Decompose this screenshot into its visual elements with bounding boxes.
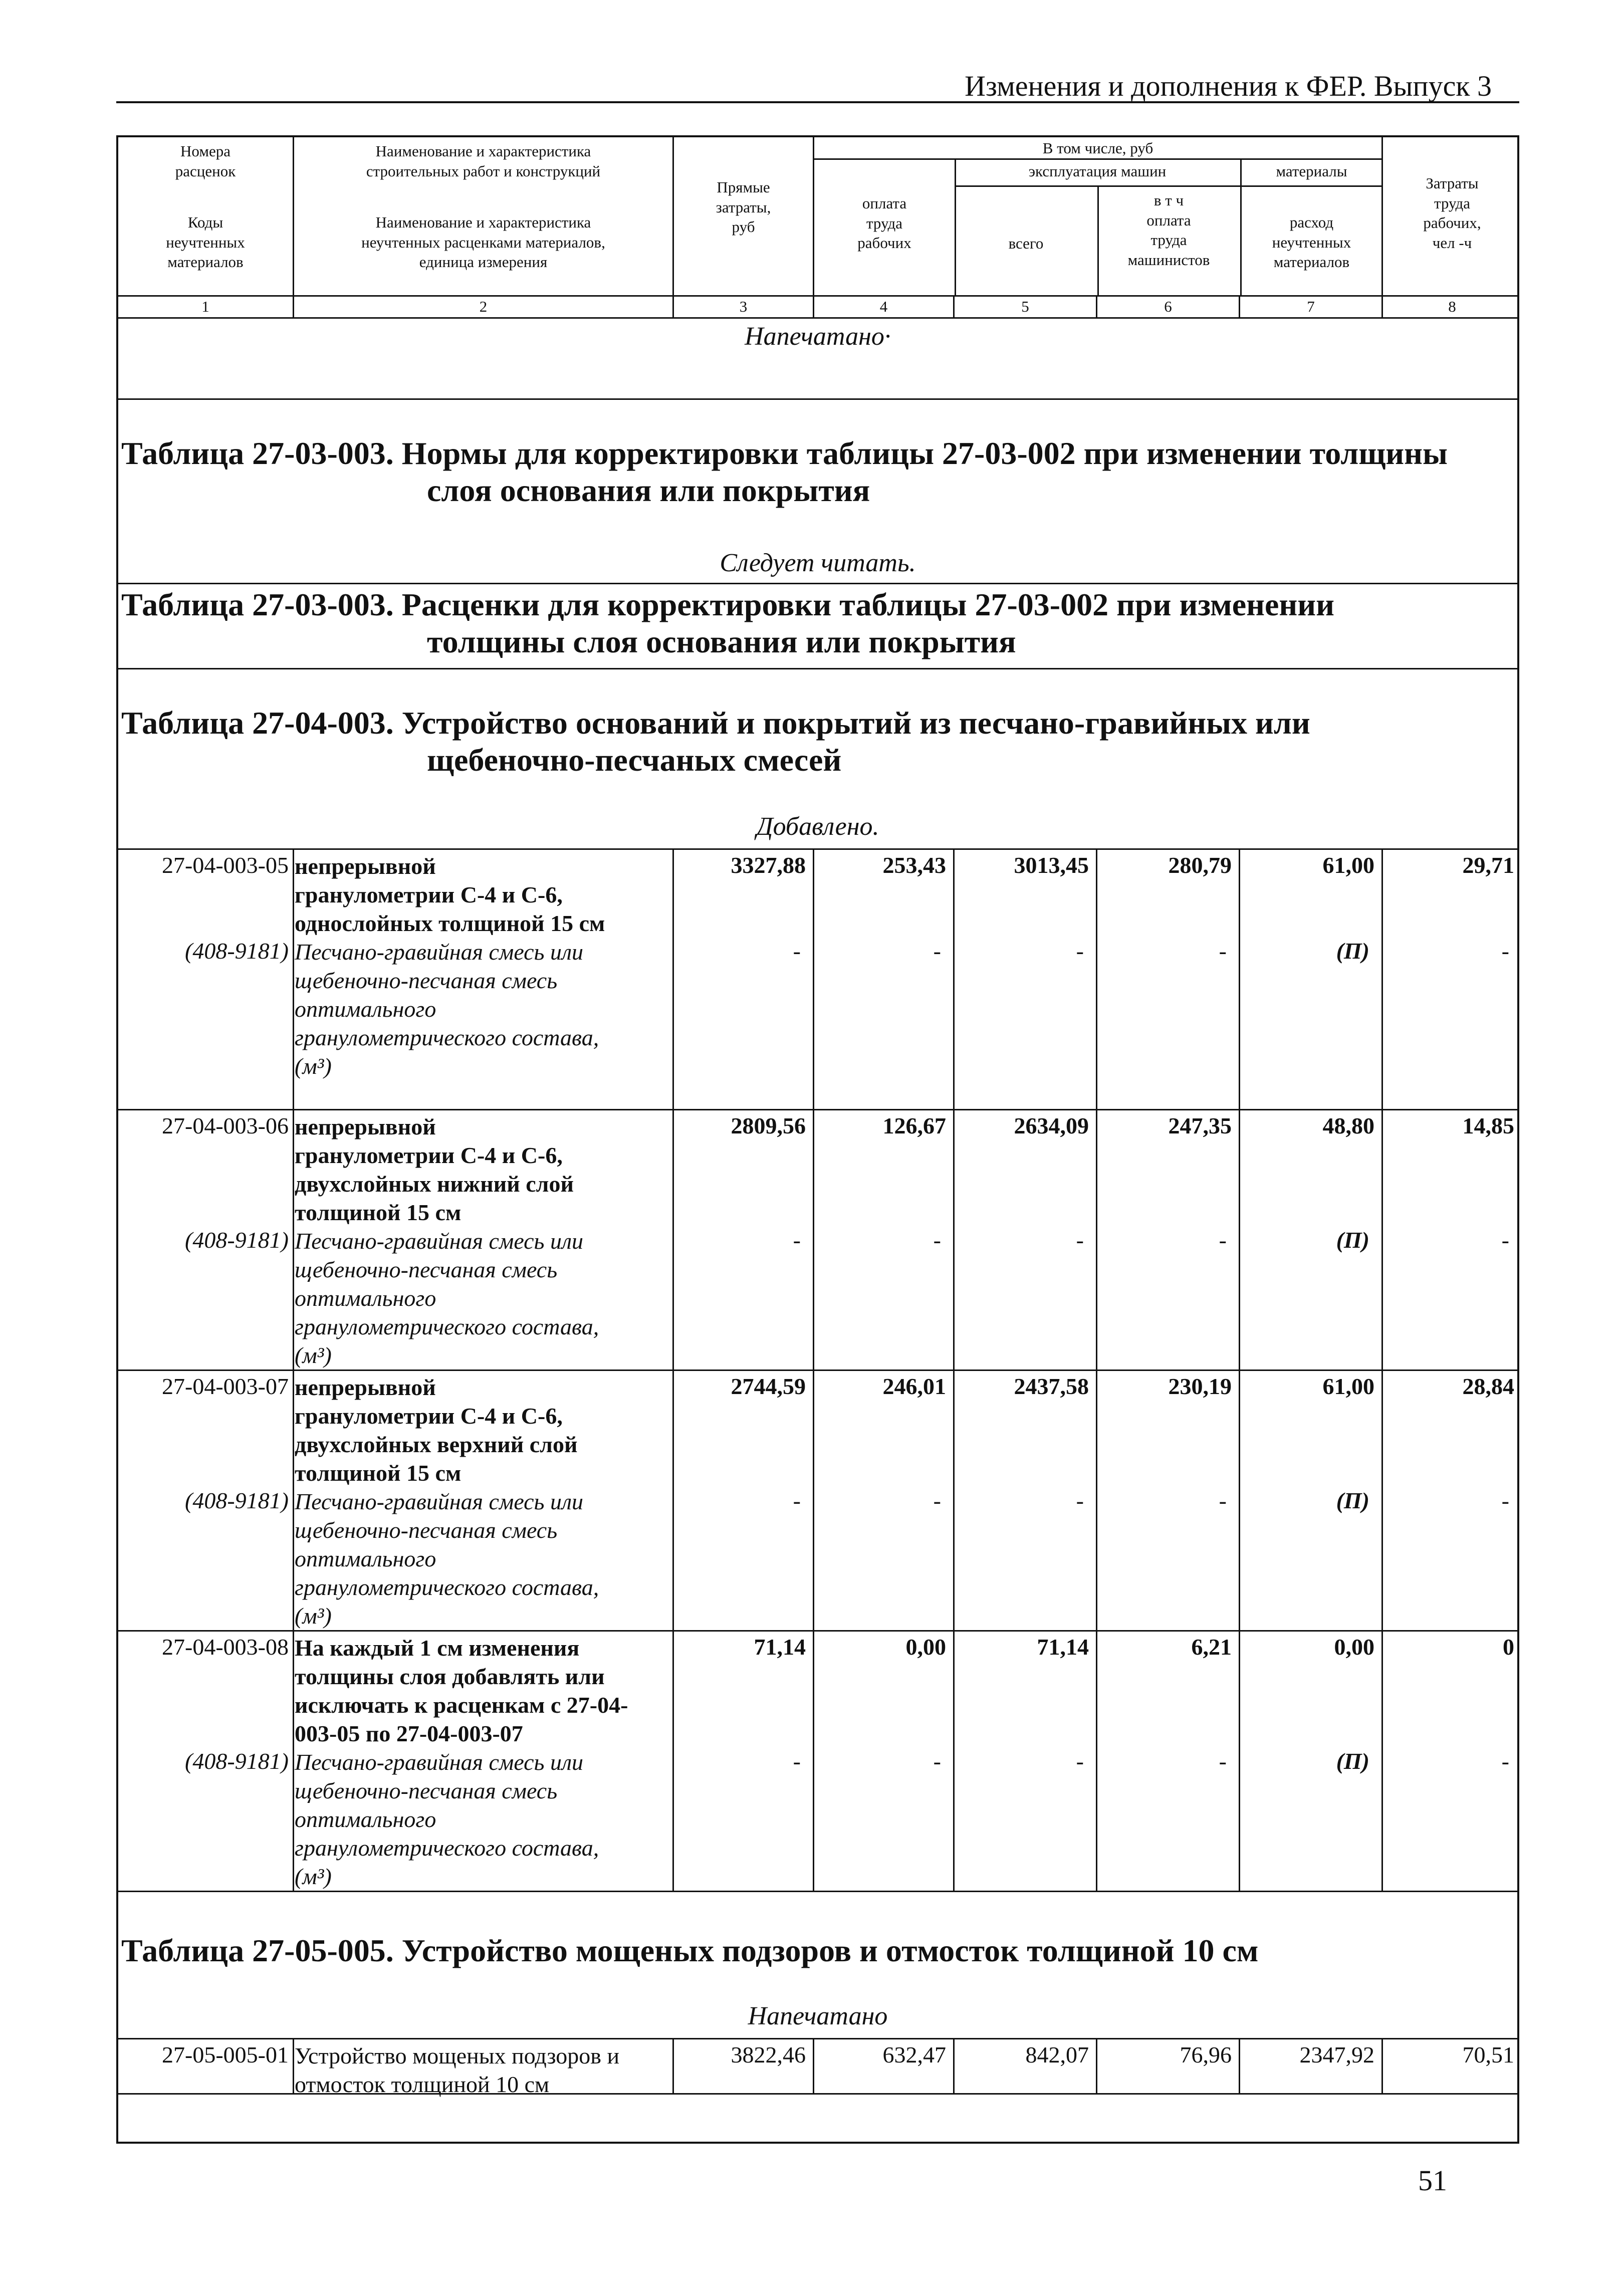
rate-value: 2634,09 [1014, 1113, 1089, 1138]
printed-note-row [118, 319, 1517, 400]
material-dash: - [1219, 1748, 1227, 1774]
title-line: толщины слоя основания или покрытия [427, 623, 1016, 659]
header-col-7: расход неучтенных материалов [1272, 213, 1351, 271]
table-row [118, 1371, 1517, 1632]
printed-note-2: Напечатано [748, 2002, 888, 2030]
header-col-2-bottom: Наименование и характеристика неучтенных расценками материалов, единица измерения [361, 213, 605, 271]
description-line: Устройство мощеных подзоров и [295, 2043, 620, 2069]
material-description-line: щебеночно-песчаная смесь [295, 968, 558, 993]
material-description-line: Песчано-гравийная смесь или [295, 1228, 584, 1254]
column-number: 3 [739, 298, 748, 315]
material-description-line: (м³) [295, 1864, 332, 1889]
column-number: 8 [1448, 298, 1456, 315]
should-read-note: Следует читать. [720, 549, 916, 577]
material-p-mark: (П) [1336, 938, 1369, 964]
rate-value: 2744,59 [731, 1373, 806, 1399]
header-col-1-bottom: Коды неучтенных материалов [166, 213, 245, 271]
column-number: 1 [201, 298, 209, 315]
table-title-27-03-003-norms [118, 400, 1517, 509]
title-line: слоя основания или покрытия [427, 472, 870, 508]
title-prefix: Таблица 27-03-003. [121, 435, 394, 471]
material-description-line: (м³) [295, 1603, 332, 1629]
table-row [118, 1632, 1517, 1892]
material-dash: - [1501, 1227, 1509, 1253]
rate-code: 27-04-003-05 [162, 852, 289, 878]
rate-value: 2809,56 [731, 1113, 806, 1138]
material-dash: - [1076, 1488, 1084, 1513]
description-line: исключать к расценкам с 27-04- [295, 1692, 628, 1718]
description-line: гранулометрии С-4 и С-6, [295, 1403, 563, 1429]
material-code: (408-9181) [185, 1488, 289, 1513]
material-code: (408-9181) [185, 1748, 289, 1774]
rate-value: 0,00 [905, 1634, 946, 1660]
rate-code: 27-04-003-08 [162, 1634, 289, 1660]
material-dash: - [793, 1227, 801, 1253]
material-description-line: оптимального [295, 1546, 436, 1571]
material-description-line: оптимального [295, 1806, 436, 1832]
added-note: Добавлено. [756, 812, 879, 841]
table-title-27-05-005: Таблица 27-05-005. Устройство мощеных подзоров и отмосток толщиной 10 см [121, 1933, 1259, 1968]
material-description-line: оптимального [295, 996, 436, 1022]
material-dash: - [1501, 938, 1509, 964]
title-block-27-04 [118, 669, 1517, 850]
header-group [813, 137, 1381, 295]
material-p-mark: (П) [1336, 1748, 1369, 1774]
description-line: непрерывной [295, 1375, 436, 1400]
header-group-text: В том числе, руб [1042, 139, 1153, 157]
page-header-text: Изменения и дополнения к ФЕР. Выпуск 3 [965, 70, 1492, 102]
header-col-1-top: Номера расценок [175, 142, 236, 180]
title-prefix: Таблица 27-03-003. [121, 587, 394, 622]
material-description-line: щебеночно-песчаная смесь [295, 1517, 558, 1543]
header-materials: материалы [1276, 162, 1347, 180]
header-col-2 [293, 137, 672, 295]
header-col-3-text: Прямые затраты, руб [716, 178, 771, 236]
rate-value: 253,43 [882, 852, 946, 878]
rate-value: 0,00 [1334, 1634, 1374, 1660]
material-dash: - [933, 1488, 941, 1513]
table-row [118, 850, 1517, 1110]
material-dash: - [1076, 938, 1084, 964]
rate-value: 61,00 [1322, 1373, 1374, 1399]
material-description-line: гранулометрического состава, [295, 1835, 599, 1861]
material-description-line: гранулометрического состава, [295, 1574, 599, 1600]
material-dash: - [933, 1227, 941, 1253]
material-code: (408-9181) [185, 938, 289, 964]
description-line: двухслойных верхний слой [295, 1432, 578, 1457]
description-line: гранулометрии С-4 и С-6, [295, 1142, 563, 1168]
material-description-line: (м³) [295, 1342, 332, 1368]
material-description-line: (м³) [295, 1053, 332, 1079]
rate-value: 246,01 [882, 1373, 946, 1399]
material-dash: - [933, 938, 941, 964]
rate-value: 48,80 [1322, 1113, 1374, 1138]
material-dash: - [1219, 938, 1227, 964]
material-p-mark: (П) [1336, 1227, 1369, 1253]
header-col-2-top: Наименование и характеристика строительных работ и конструкций [366, 142, 601, 180]
title-block-27-03 [118, 400, 1517, 584]
rate-value: 2437,58 [1014, 1373, 1089, 1399]
header-col-5: всего [1008, 235, 1044, 252]
title-block-27-03-rates [118, 584, 1517, 669]
page-number: 51 [1418, 2164, 1447, 2197]
rate-value: 3013,45 [1014, 852, 1089, 878]
title-line: Расценки для корректировки таблицы 27-03-002 при изменении [401, 587, 1335, 622]
page-header [116, 65, 1519, 103]
printed-note: Напечатано· [745, 322, 891, 351]
header-col-6: в т ч оплата труда машинистов [1127, 191, 1210, 269]
rate-value: 2347,92 [1299, 2042, 1374, 2068]
material-dash: - [793, 938, 801, 964]
rate-value: 280,79 [1168, 852, 1232, 878]
rate-value: 0 [1503, 1634, 1514, 1660]
header-col-8 [1381, 137, 1521, 295]
rate-value: 70,51 [1462, 2042, 1514, 2068]
rates-table [116, 135, 1519, 2144]
column-number: 2 [479, 298, 488, 315]
rate-value: 28,84 [1462, 1373, 1514, 1399]
table-title-27-03-003-rates [118, 584, 1517, 660]
material-description-line: щебеночно-песчаная смесь [295, 1778, 558, 1803]
rate-value: 29,71 [1462, 852, 1514, 878]
rate-value: 842,07 [1025, 2042, 1089, 2068]
rate-value: 126,67 [882, 1113, 946, 1138]
description-line: На каждый 1 см изменения [295, 1635, 580, 1661]
material-description-line: Песчано-гравийная смесь или [295, 939, 584, 965]
description-line: двухслойных нижний слой [295, 1171, 574, 1197]
material-dash: - [1219, 1488, 1227, 1513]
material-dash: - [1076, 1748, 1084, 1774]
description-line: гранулометрии С-4 и С-6, [295, 882, 563, 907]
description-line: толщиной 15 см [295, 1200, 461, 1225]
header-col-3 [672, 137, 813, 295]
table-title-27-04-003 [118, 669, 1517, 778]
rate-code: 27-04-003-07 [162, 1373, 289, 1399]
description-line: однослойных толщиной 15 см [295, 910, 605, 936]
description-line: отмосток толщиной 10 см [295, 2072, 550, 2097]
column-number: 4 [879, 298, 888, 315]
description-line: 003-05 по 27-04-003-07 [295, 1721, 523, 1746]
title-line: Устройство оснований и покрытий из песчано-гравийных или [401, 705, 1310, 741]
header-machines: эксплуатация машин [1028, 162, 1167, 180]
material-description-line: гранулометрического состава, [295, 1025, 599, 1050]
rate-code: 27-04-003-06 [162, 1113, 289, 1138]
material-dash: - [1501, 1748, 1509, 1774]
description-line: непрерывной [295, 1114, 436, 1139]
material-description-line: оптимального [295, 1285, 436, 1311]
header-col-8-text: Затраты труда рабочих, чел -ч [1423, 174, 1481, 252]
rate-value: 71,14 [754, 1634, 806, 1660]
table-row [118, 1110, 1517, 1371]
description-line: толщиной 15 см [295, 1460, 461, 1486]
rate-value: 71,14 [1037, 1634, 1089, 1660]
description-line: непрерывной [295, 853, 436, 879]
title-block-27-05 [118, 1892, 1517, 2039]
material-description-line: Песчано-гравийная смесь или [295, 1749, 584, 1775]
rate-value: 61,00 [1322, 852, 1374, 878]
rate-value: 247,35 [1168, 1113, 1232, 1138]
material-dash: - [793, 1748, 801, 1774]
material-description-line: Песчано-гравийная смесь или [295, 1489, 584, 1514]
material-dash: - [933, 1748, 941, 1774]
material-p-mark: (П) [1336, 1488, 1369, 1513]
rate-value: 632,47 [882, 2042, 946, 2068]
table-row [118, 2039, 1517, 2095]
material-dash: - [793, 1488, 801, 1513]
rate-value: 3822,46 [731, 2042, 806, 2068]
material-description-line: гранулометрического состава, [295, 1314, 599, 1339]
rate-value: 3327,88 [731, 852, 806, 878]
rate-value: 14,85 [1462, 1113, 1514, 1138]
title-prefix: Таблица 27-04-003. [121, 705, 394, 741]
material-description-line: щебеночно-песчаная смесь [295, 1257, 558, 1282]
material-code: (408-9181) [185, 1227, 289, 1253]
title-line: Нормы для корректировки таблицы 27-03-002 при изменении толщины [401, 435, 1448, 471]
rate-value: 76,96 [1180, 2042, 1232, 2068]
column-number: 5 [1021, 298, 1029, 315]
data-rows [118, 850, 1517, 1892]
description-line: толщины слоя добавлять или [295, 1664, 605, 1689]
material-dash: - [1501, 1488, 1509, 1513]
header-col-4: оплата труда рабочих [857, 194, 911, 252]
rate-value: 6,21 [1191, 1634, 1232, 1660]
last-row-container [118, 2039, 1517, 2095]
title-line: щебеночно-песчаных смесей [427, 742, 842, 778]
header-col-1 [118, 137, 293, 295]
rate-value: 230,19 [1168, 1373, 1232, 1399]
material-dash: - [1076, 1227, 1084, 1253]
material-dash: - [1219, 1227, 1227, 1253]
rate-description [295, 852, 766, 1080]
table-header [118, 137, 1517, 297]
column-number: 7 [1307, 298, 1315, 315]
rate-code: 27-05-005-01 [162, 2042, 289, 2068]
column-numbers-row [118, 297, 1517, 319]
column-number: 6 [1164, 298, 1172, 315]
